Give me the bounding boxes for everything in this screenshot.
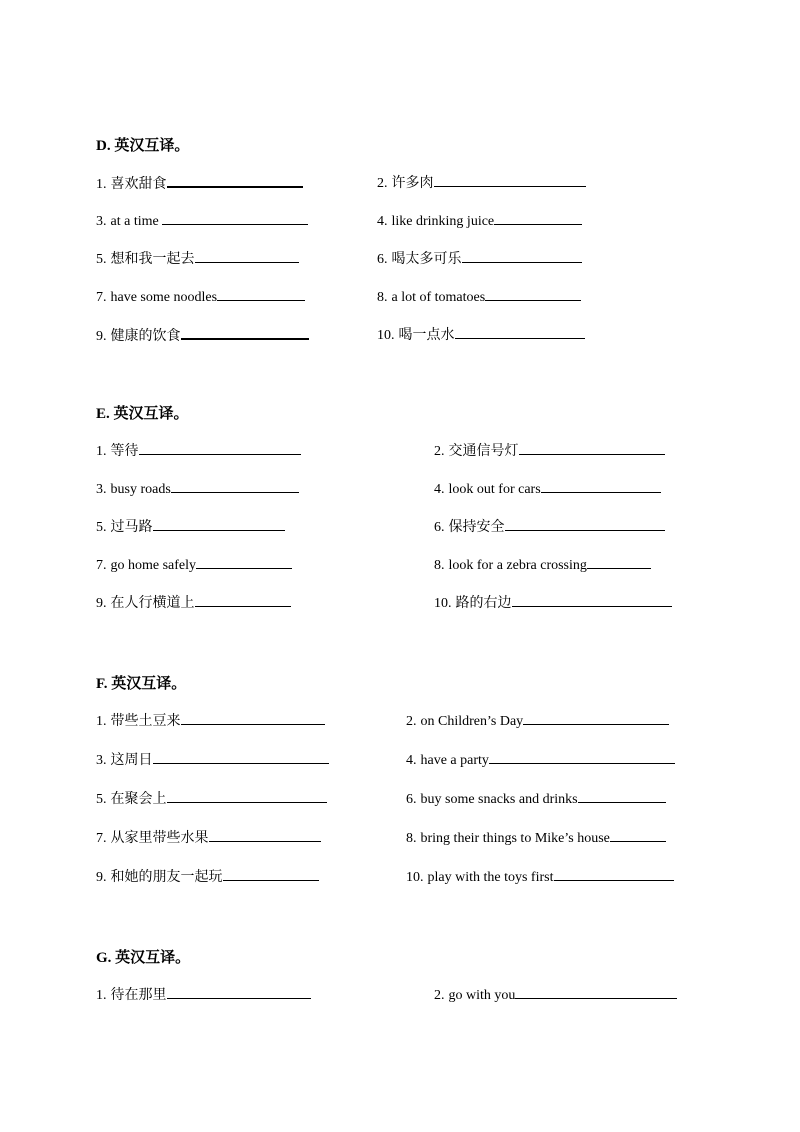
item-text: at a time [110, 214, 159, 229]
list-item [96, 174, 303, 194]
list-item [96, 212, 308, 231]
list-item [96, 480, 299, 499]
item-number: 5. [96, 252, 107, 267]
item-text: 在聚会上 [110, 792, 167, 807]
item-number: 4. [434, 482, 445, 497]
answer-blank[interactable] [523, 712, 669, 725]
item-number: 8. [377, 290, 388, 305]
item-text: a lot of tomatoes [391, 290, 486, 305]
answer-blank[interactable] [139, 442, 301, 455]
list-item [406, 712, 669, 731]
item-number: 5. [96, 792, 107, 807]
item-number: 7. [96, 831, 107, 846]
list-item [377, 250, 582, 269]
item-text: have a party [420, 753, 489, 768]
list-item [96, 986, 311, 1005]
list-item [406, 790, 666, 809]
item-number: 9. [96, 329, 107, 344]
item-text: 和她的朋友一起玩 [110, 870, 223, 885]
item-number: 7. [96, 290, 107, 305]
list-item [96, 712, 325, 731]
item-text: 喝一点水 [398, 328, 455, 343]
answer-blank[interactable] [209, 829, 321, 842]
section-title: G. 英汉互译。 [96, 950, 191, 966]
answer-blank[interactable] [578, 790, 666, 803]
item-number: 2. [434, 444, 445, 459]
answer-blank[interactable] [455, 326, 585, 339]
answer-blank[interactable] [171, 480, 299, 493]
answer-blank[interactable] [167, 986, 311, 999]
item-number: 4. [406, 753, 417, 768]
list-item [434, 986, 677, 1005]
section-title: D. 英汉互译。 [96, 138, 190, 154]
list-item [96, 751, 329, 770]
item-text: 想和我一起去 [110, 252, 195, 267]
list-item [434, 594, 672, 613]
item-text: look out for cars [448, 482, 541, 497]
item-number: 6. [434, 520, 445, 535]
item-text: 保持安全 [448, 520, 505, 535]
item-text: 待在那里 [110, 988, 167, 1003]
list-item [96, 250, 299, 269]
answer-blank[interactable] [195, 594, 291, 607]
section-title: E. 英汉互译。 [96, 406, 189, 422]
answer-blank[interactable] [512, 594, 672, 607]
list-item [96, 288, 305, 307]
answer-blank[interactable] [181, 712, 325, 725]
list-item [434, 518, 665, 537]
list-item [96, 556, 292, 575]
item-text: 带些土豆来 [110, 714, 181, 729]
item-text: busy roads [110, 482, 171, 497]
item-text: 从家里带些水果 [110, 831, 209, 846]
list-item [377, 212, 582, 231]
list-item [96, 518, 285, 537]
list-item [96, 442, 301, 461]
list-item [96, 790, 327, 809]
item-number: 5. [96, 520, 107, 535]
list-item [377, 174, 586, 193]
answer-blank[interactable] [195, 250, 299, 263]
item-text: 路的右边 [455, 596, 512, 611]
list-item [406, 868, 674, 887]
answer-blank[interactable] [434, 174, 586, 187]
section-title: F. 英汉互译。 [96, 676, 187, 692]
answer-blank[interactable] [610, 829, 666, 842]
list-item [434, 442, 665, 461]
list-item [434, 480, 661, 499]
list-item [434, 556, 651, 575]
item-number: 6. [406, 792, 417, 807]
item-text: 过马路 [110, 520, 153, 535]
item-number: 1. [96, 444, 107, 459]
item-text: look for a zebra crossing [448, 558, 587, 573]
item-number: 10. [406, 870, 424, 885]
item-number: 10. [377, 328, 395, 343]
answer-blank[interactable] [505, 518, 665, 531]
answer-blank[interactable] [554, 868, 674, 881]
item-number: 2. [406, 714, 417, 729]
list-item [96, 594, 291, 613]
item-number: 8. [434, 558, 445, 573]
answer-blank[interactable] [587, 556, 651, 569]
item-text: 喝太多可乐 [391, 252, 462, 267]
item-text: 在人行横道上 [110, 596, 195, 611]
answer-blank[interactable] [167, 174, 303, 188]
item-text: buy some snacks and drinks [420, 792, 578, 807]
answer-blank[interactable] [153, 518, 285, 531]
item-number: 4. [377, 214, 388, 229]
item-text: play with the toys first [427, 870, 554, 885]
answer-blank[interactable] [515, 986, 677, 999]
item-number: 9. [96, 870, 107, 885]
item-text: go with you [448, 988, 516, 1003]
item-text: 这周日 [110, 753, 153, 768]
item-text: 许多肉 [391, 176, 434, 191]
answer-blank[interactable] [167, 790, 327, 803]
list-item [377, 326, 585, 345]
list-item [96, 829, 321, 848]
item-number: 1. [96, 177, 107, 192]
item-number: 7. [96, 558, 107, 573]
item-text: have some noodles [110, 290, 218, 305]
answer-blank[interactable] [162, 212, 308, 225]
answer-blank[interactable] [181, 326, 309, 340]
item-text: like drinking juice [391, 214, 495, 229]
item-number: 3. [96, 214, 107, 229]
answer-blank[interactable] [519, 442, 665, 455]
item-text: bring their things to Mike’s house [420, 831, 610, 846]
item-text: 交通信号灯 [448, 444, 519, 459]
item-number: 3. [96, 482, 107, 497]
item-number: 10. [434, 596, 452, 611]
item-text: 喜欢甜食 [110, 177, 167, 192]
item-text: 等待 [110, 444, 139, 459]
item-text: on Children’s Day [420, 714, 524, 729]
list-item [406, 829, 666, 848]
item-number: 3. [96, 753, 107, 768]
list-item [377, 288, 581, 307]
list-item [96, 868, 319, 887]
answer-blank[interactable] [485, 288, 581, 301]
answer-blank[interactable] [494, 212, 582, 225]
item-text: go home safely [110, 558, 197, 573]
answer-blank[interactable] [462, 250, 582, 263]
item-number: 8. [406, 831, 417, 846]
item-number: 1. [96, 714, 107, 729]
answer-blank[interactable] [217, 288, 305, 301]
item-number: 2. [434, 988, 445, 1003]
answer-blank[interactable] [153, 751, 329, 764]
answer-blank[interactable] [223, 868, 319, 881]
item-number: 1. [96, 988, 107, 1003]
item-number: 6. [377, 252, 388, 267]
answer-blank[interactable] [489, 751, 675, 764]
item-number: 2. [377, 176, 388, 191]
answer-blank[interactable] [541, 480, 661, 493]
item-text: 健康的饮食 [110, 329, 181, 344]
item-number: 9. [96, 596, 107, 611]
answer-blank[interactable] [196, 556, 292, 569]
list-item [406, 751, 675, 770]
list-item [96, 326, 309, 346]
